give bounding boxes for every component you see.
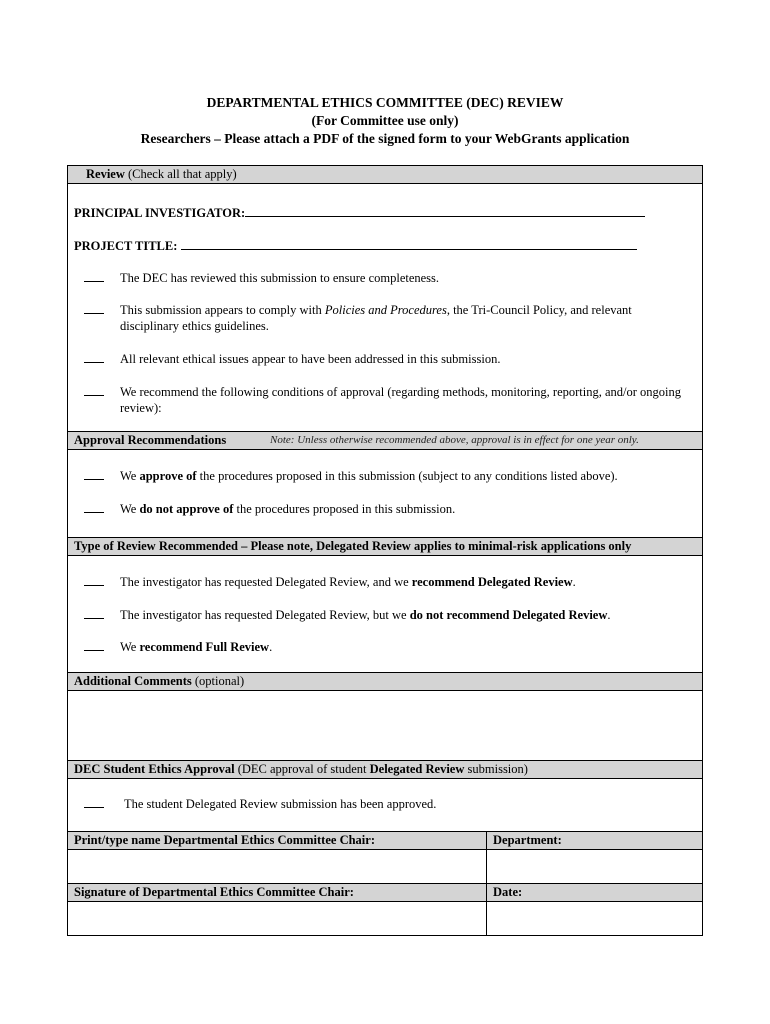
signature-label: Signature of Departmental Ethics Committee Chair:	[68, 884, 486, 902]
date-label: Date:	[487, 884, 702, 902]
approval-section	[68, 450, 702, 538]
project-title-label: PROJECT TITLE:	[74, 239, 178, 253]
student-section	[68, 779, 702, 832]
approve-text: We approve of the procedures proposed in this submission (subject to any conditions listed above).	[120, 469, 618, 483]
project-title-row	[74, 237, 637, 254]
approval-section-header	[68, 432, 702, 450]
review-item-text: We recommend the following conditions of approval (regarding methods, monitoring, reporting, and/or ongoing review):	[120, 385, 682, 415]
recommend-delegated-text: The investigator has requested Delegated Review, and we recommend Delegated Review.	[120, 575, 576, 589]
form-title: DEPARTMENTAL ETHICS COMMITTEE (DEC) REVIEW	[206, 95, 564, 110]
student-section-header	[68, 761, 702, 779]
student-title: DEC Student Ethics Approval	[74, 762, 235, 776]
principal-investigator-field[interactable]	[245, 204, 645, 217]
chair-name-field[interactable]	[68, 850, 486, 883]
comments-title: Additional Comments	[74, 674, 192, 688]
student-title-bold2: Delegated Review	[369, 762, 465, 776]
checkbox-blank[interactable]	[84, 575, 104, 586]
student-title-mid: (DEC approval of student	[234, 762, 370, 776]
recommend-full-text: We recommend Full Review.	[120, 640, 273, 654]
student-approved-text: The student Delegated Review submission has been approved.	[124, 797, 437, 811]
approval-title: Approval Recommendations	[74, 433, 227, 447]
principal-investigator-label: PRINCIPAL INVESTIGATOR:	[74, 206, 246, 220]
review-item-text: This submission appears to comply with Policies and Procedures, the Tri-Council Policy, and relevant disciplinary ethics guidelines.	[120, 303, 632, 333]
approval-note: Note: Unless otherwise recommended above, approval is in effect for one year only.	[270, 434, 639, 446]
chair-name-row	[68, 832, 702, 884]
review-title: Review	[86, 167, 125, 181]
comments-section-header	[68, 673, 702, 691]
principal-investigator-row	[74, 204, 645, 221]
not-recommend-delegated-text: The investigator has requested Delegated Review, but we do not recommend Delegated Review.	[120, 608, 611, 622]
not-approve-text: We do not approve of the procedures proposed in this submission.	[120, 502, 456, 516]
checkbox-blank[interactable]	[84, 469, 104, 480]
form-header	[0, 94, 770, 148]
department-label: Department:	[487, 832, 702, 850]
review-subtitle: (Check all that apply)	[124, 167, 237, 181]
review-item-text: All relevant ethical issues appear to have been addressed in this submission.	[120, 352, 501, 366]
type-review-section	[68, 556, 702, 673]
review-section	[68, 184, 702, 432]
form-instruction: Researchers – Please attach a PDF of the signed form to your WebGrants application	[140, 131, 630, 146]
comments-subtitle: (optional)	[191, 674, 245, 688]
type-review-title: Type of Review Recommended – Please note, Delegated Review applies to minimal-risk applications only	[74, 539, 632, 553]
checkbox-blank[interactable]	[84, 640, 104, 651]
checkbox-blank[interactable]	[84, 608, 104, 619]
checkbox-blank[interactable]	[84, 303, 104, 314]
review-section-header	[68, 166, 702, 184]
checkbox-blank[interactable]	[84, 502, 104, 513]
type-review-section-header	[68, 538, 702, 556]
student-title-end: submission)	[464, 762, 528, 776]
chair-name-label: Print/type name Departmental Ethics Committee Chair:	[68, 832, 486, 850]
project-title-field[interactable]	[181, 237, 637, 250]
checkbox-blank[interactable]	[84, 352, 104, 363]
form-subtitle: (For Committee use only)	[311, 113, 459, 128]
dec-review-form	[67, 165, 703, 936]
review-item-text: The DEC has reviewed this submission to ensure completeness.	[120, 271, 440, 285]
date-field[interactable]	[487, 902, 702, 935]
checkbox-blank[interactable]	[84, 385, 104, 396]
signature-row	[68, 884, 702, 935]
department-field[interactable]	[487, 850, 702, 883]
comments-box[interactable]	[68, 691, 702, 761]
checkbox-blank[interactable]	[84, 271, 104, 282]
checkbox-blank[interactable]	[84, 797, 104, 808]
signature-field[interactable]	[68, 902, 486, 935]
